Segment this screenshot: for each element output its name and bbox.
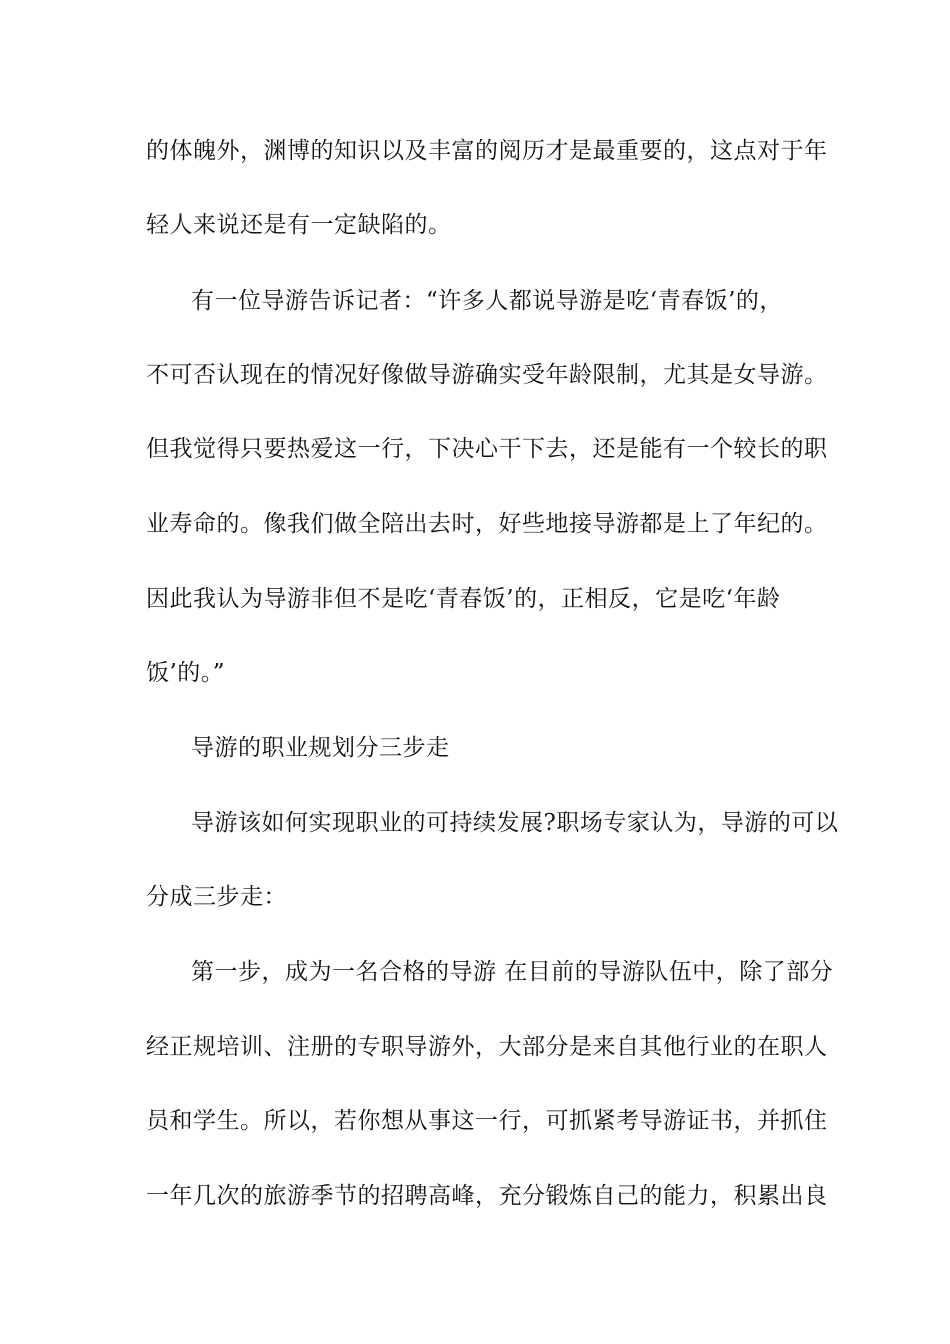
paragraph-line: 轻人来说还是有一定缺陷的。 bbox=[146, 212, 452, 238]
paragraph-line: 业寿命的。像我们做全陪出去时，好些地接导游都是上了年纪的。 bbox=[146, 511, 828, 537]
paragraph-line: 饭’的。” bbox=[146, 660, 226, 686]
paragraph-line: 有一位导游告诉记者：“许多人都说导游是吃‘青春饭’的， bbox=[191, 288, 783, 314]
paragraph-line: 但我觉得只要热爱这一行，下决心干下去，还是能有一个较长的职 bbox=[146, 436, 828, 462]
paragraph-line: 不可否认现在的情况好像做导游确实受年龄限制，尤其是女导游。 bbox=[146, 362, 828, 388]
section-heading: 导游的职业规划分三步走 bbox=[191, 735, 450, 761]
paragraph-line: 经正规培训、注册的专职导游外，大部分是来自其他行业的在职人 bbox=[146, 1034, 828, 1060]
paragraph-line: 一年几次的旅游季节的招聘高峰，充分锻炼自己的能力，积累出良 bbox=[146, 1183, 828, 1209]
paragraph-line: 员和学生。所以，若你想从事这一行，可抓紧考导游证书，并抓住 bbox=[146, 1108, 828, 1134]
paragraph-line: 的体魄外，渊博的知识以及丰富的阅历才是最重要的，这点对于年 bbox=[146, 138, 828, 164]
paragraph-line: 分成三步走： bbox=[146, 884, 287, 910]
paragraph-line: 因此我认为导游非但不是吃‘青春饭’的，正相反，它是吃‘年龄 bbox=[146, 586, 781, 612]
paragraph-line: 第一步，成为一名合格的导游 在目前的导游队伍中，除了部分 bbox=[191, 959, 834, 985]
paragraph-line: 导游该如何实现职业的可持续发展?职场专家认为，导游的可以 bbox=[191, 810, 839, 836]
